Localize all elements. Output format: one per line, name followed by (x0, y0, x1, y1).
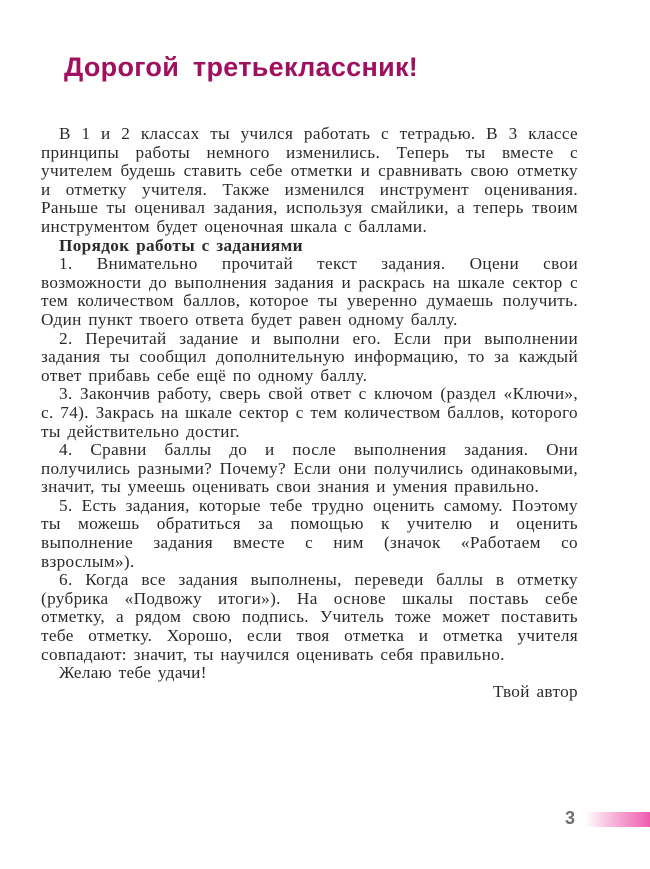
step-2: 2. Перечитай задание и выполни его. Если при выполнении задания ты сообщил дополнительную информацию, то за каждый ответ прибавь себе ещё по одному баллу. (41, 328, 578, 385)
body-text (41, 125, 578, 701)
signature: Твой автор (492, 681, 578, 701)
page-number: 3 (565, 808, 576, 828)
closing-line: Желаю тебе удачи! (59, 663, 207, 683)
page-number-bar (585, 812, 650, 827)
intro-paragraph: В 1 и 2 классах ты учился работать с тетрадью. В 3 классе принципы работы немного изменились. Теперь ты вместе с учителем будешь ставить себе отметки и сравнивать свою отметку и отметку учителя. Также изменился инструмент оценивания. Раньше ты оценивал задания, используя смайлики, а теперь твоим инструментом будет оценочная шкала с баллами. (41, 124, 578, 236)
step-1: 1. Внимательно прочитай текст задания. Оцени свои возможности до выполнения задания и раскрась на шкале сектор с тем количеством баллов, которое ты уверенно думаешь получить. Один пункт твоего ответа будет равен одному баллу. (41, 254, 578, 329)
step-3: 3. Закончив работу, сверь свой ответ с ключом (раздел «Ключи», с. 74). Закрась на шкале сектор с тем количеством баллов, которого ты действительно достиг. (41, 384, 578, 441)
page-title: Дорогой третьеклассник! (64, 52, 419, 82)
step-5: 5. Есть задания, которые тебе трудно оценить самому. Поэтому ты можешь обратиться за помощью к учителю и оценить выполнение задания вместе с ним (значок «Работаем со взрослым»). (41, 495, 578, 571)
section-heading: Порядок работы с заданиями (59, 235, 303, 255)
step-4: 4. Сравни баллы до и после выполнения задания. Они получились разными? Почему? Если они получились одинаковыми, значит, ты умеешь оценивать свои знания и умения правильно. (41, 440, 578, 497)
step-6: 6. Когда все задания выполнены, переведи баллы в отметку (рубрика «Подвожу итоги»). На основе шкалы поставь себе отметку, а рядом свою подпись. Учитель тоже может поставить тебе отметку. Хорошо, если твоя отметка и отметка учителя совпадают: значит, ты научился оценивать себя правильно. (41, 570, 578, 664)
